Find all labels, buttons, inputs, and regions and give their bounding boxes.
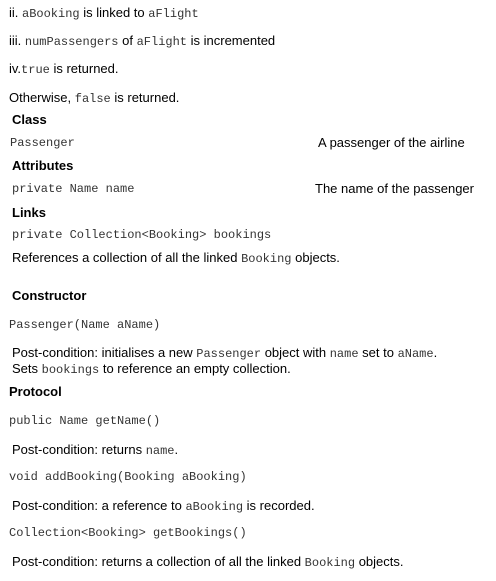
item-iii-mid: of: [118, 33, 137, 48]
item-ii: [9, 5, 199, 22]
ctor-post1-code1: Passenger: [196, 347, 262, 361]
protocol-heading: Protocol: [9, 384, 62, 399]
item-ii-prefix: ii.: [9, 5, 22, 20]
m3-post-suffix: objects.: [355, 554, 404, 569]
constructor-signature: Passenger(Name aName): [9, 318, 161, 332]
ctor-post2-prefix: Sets: [12, 361, 42, 376]
constructor-heading: Constructor: [12, 288, 87, 303]
otherwise-line: [9, 90, 179, 107]
ctor-post1-code3: aName: [397, 347, 434, 361]
attribute-signature: private Name name: [12, 182, 135, 196]
item-ii-code1: aBooking: [22, 7, 80, 21]
ctor-post1-mid1: object with: [261, 345, 330, 360]
class-heading: Class: [12, 112, 47, 127]
ctor-post1-mid2: set to: [358, 345, 398, 360]
item-ii-mid: is linked to: [79, 5, 149, 20]
item-iv-prefix: iv.: [9, 61, 22, 76]
method-getname-signature: public Name getName(): [9, 414, 161, 428]
item-iv: [9, 61, 119, 78]
ctor-post1-code2: name: [329, 347, 359, 361]
otherwise-prefix: Otherwise,: [9, 90, 75, 105]
item-iii-prefix: iii.: [9, 33, 25, 48]
item-iii: [9, 33, 275, 50]
constructor-post-1: [12, 345, 437, 362]
link-description: [12, 250, 340, 267]
method-getbookings-signature: Collection<Booking> getBookings(): [9, 526, 247, 540]
link-signature: private Collection<Booking> bookings: [12, 228, 272, 242]
class-name: Passenger: [10, 136, 75, 150]
item-iii-suffix: is incremented: [187, 33, 276, 48]
item-ii-code2: aFlight: [148, 7, 199, 21]
link-desc-code: Booking: [241, 252, 292, 266]
attributes-heading: Attributes: [12, 158, 74, 173]
m3-post-prefix: Post-condition: returns a collection of all the linked: [12, 554, 305, 569]
otherwise-code: false: [74, 92, 111, 106]
item-iv-suffix: is returned.: [49, 61, 119, 76]
constructor-post-2: [12, 361, 291, 378]
ctor-post2-suffix: to reference an empty collection.: [99, 361, 291, 376]
links-heading: Links: [12, 205, 46, 220]
m2-post-prefix: Post-condition: a reference to: [12, 498, 186, 513]
m3-post-code: Booking: [304, 556, 356, 570]
m1-post-code: name: [145, 444, 175, 458]
class-description: A passenger of the airline: [318, 135, 465, 150]
m2-post-suffix: is recorded.: [243, 498, 315, 513]
m1-post-prefix: Post-condition: returns: [12, 442, 146, 457]
m1-post-suffix: .: [174, 442, 179, 457]
otherwise-suffix: is returned.: [110, 90, 180, 105]
item-iii-code1: numPassengers: [24, 35, 119, 49]
method-addbooking-signature: void addBooking(Booking aBooking): [9, 470, 247, 484]
method-addbooking-post: [12, 498, 315, 515]
link-desc-prefix: References a collection of all the linked: [12, 250, 242, 265]
link-desc-suffix: objects.: [291, 250, 340, 265]
ctor-post1-prefix: Post-condition: initialises a new: [12, 345, 197, 360]
ctor-post1-end: .: [433, 345, 438, 360]
method-getbookings-post: [12, 554, 404, 571]
m2-post-code: aBooking: [185, 500, 244, 514]
method-getname-post: [12, 442, 178, 459]
item-iv-code1: true: [21, 63, 50, 77]
item-iii-code2: aFlight: [136, 35, 188, 49]
attribute-description: The name of the passenger: [315, 181, 474, 196]
ctor-post2-code: bookings: [41, 363, 100, 377]
